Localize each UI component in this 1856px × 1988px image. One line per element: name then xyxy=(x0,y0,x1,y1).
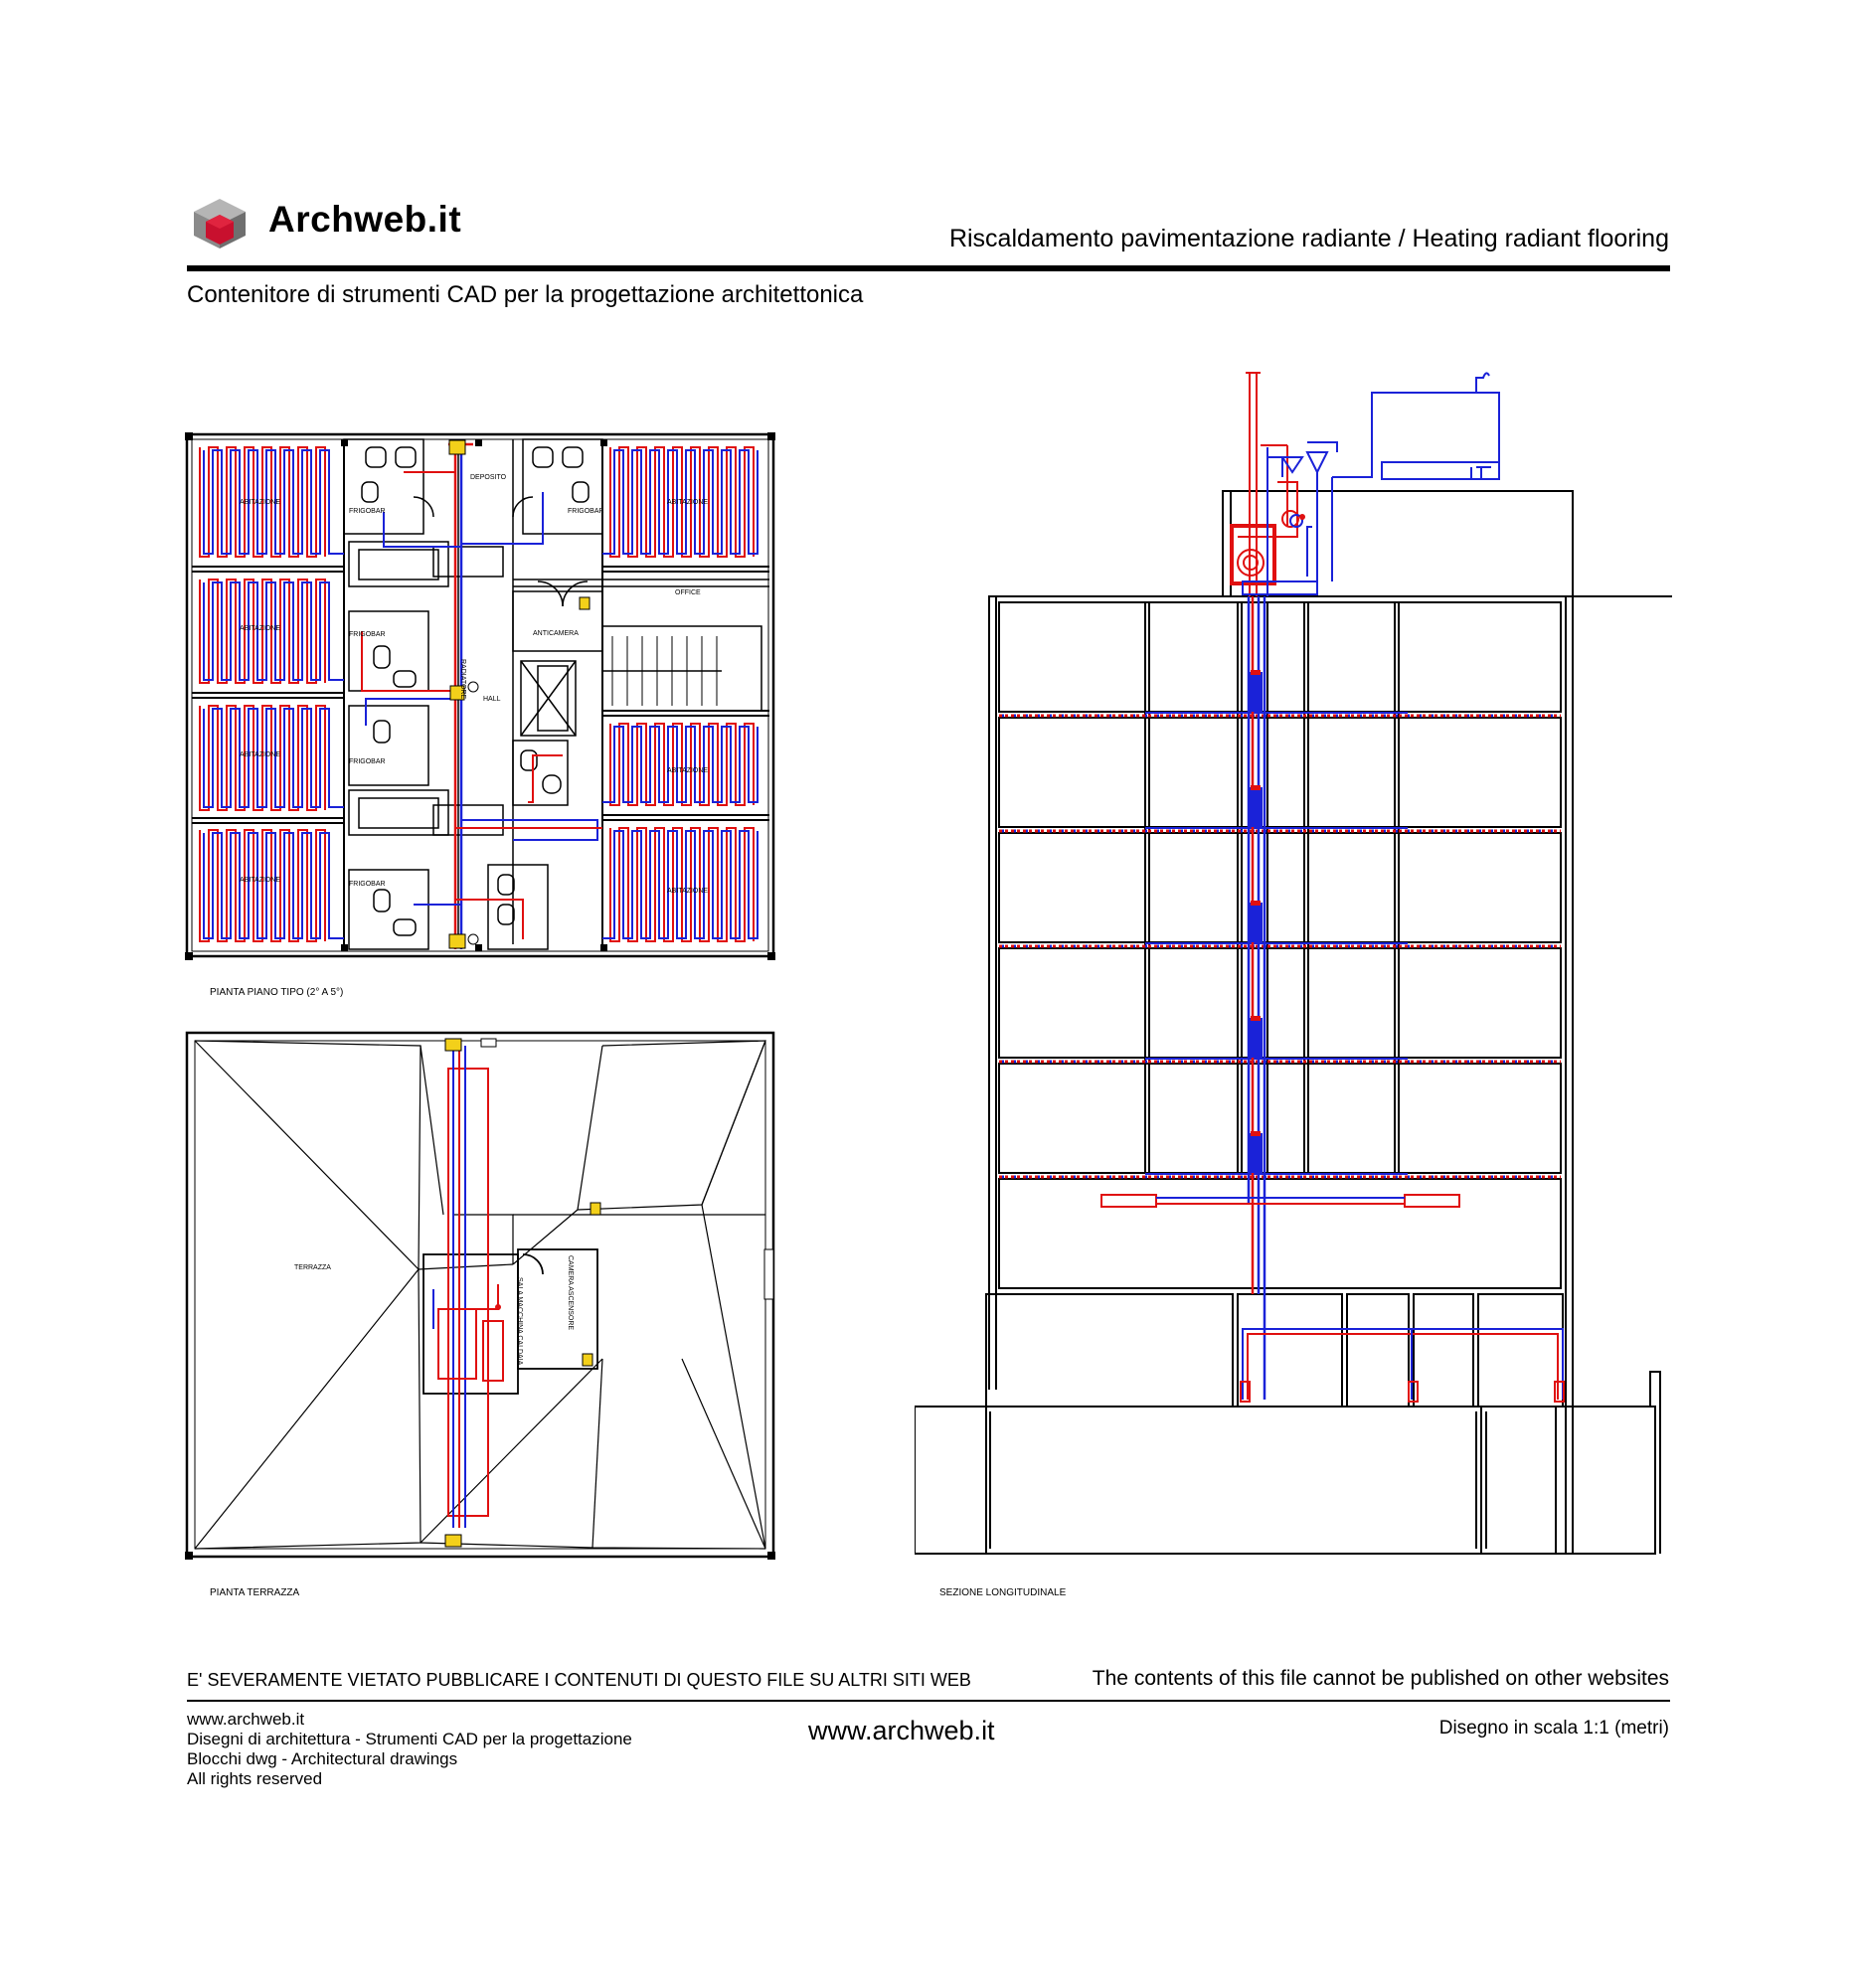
room-label-abitazione: ABITAZIONE xyxy=(667,888,709,895)
room-label-abitazione: ABITAZIONE xyxy=(240,625,281,632)
room-label-sala-macchina: SALA MACCHINA CALDAIA xyxy=(516,1277,523,1366)
room-label-abitazione: ABITAZIONE xyxy=(667,767,709,774)
room-label-anticamera: ANTICAMERA xyxy=(533,630,579,637)
footer-line-blocks: Blocchi dwg - Architectural drawings xyxy=(187,1749,458,1768)
room-label-radiatore: RADIATORE xyxy=(459,659,466,700)
footer-site[interactable]: www.archweb.it xyxy=(187,1710,305,1729)
terrace-plan xyxy=(185,1031,777,1564)
room-label-terrazza: TERRAZZA xyxy=(294,1264,331,1271)
caption-typical-floor: PIANTA PIANO TIPO (2° A 5°) xyxy=(210,987,344,998)
brand-name: Archweb.it xyxy=(268,199,462,240)
footer-line-drawings: Disegni di architettura - Strumenti CAD per la progettazione xyxy=(187,1730,632,1748)
room-label-frigobar: FRIGOBAR xyxy=(349,758,386,765)
room-label-deposito: DEPOSITO xyxy=(470,474,507,481)
room-label-frigobar: FRIGOBAR xyxy=(568,508,604,515)
room-label-office: OFFICE xyxy=(675,589,701,596)
site-url-link[interactable]: www.archweb.it xyxy=(808,1716,995,1745)
scale-note: Disegno in scala 1:1 (metri) xyxy=(1438,1718,1669,1739)
typical-floor-plan xyxy=(185,432,777,961)
room-label-abitazione: ABITAZIONE xyxy=(240,751,281,758)
room-label-abitazione: ABITAZIONE xyxy=(240,877,281,884)
caption-section: SEZIONE LONGITUDINALE xyxy=(939,1587,1067,1598)
room-label-abitazione: ABITAZIONE xyxy=(240,499,281,506)
longitudinal-section xyxy=(915,368,1672,1571)
archweb-logo-icon xyxy=(191,197,249,250)
room-label-frigobar: FRIGOBAR xyxy=(349,508,386,515)
footer-rule xyxy=(187,1700,1670,1702)
caption-terrace: PIANTA TERRAZZA xyxy=(210,1587,300,1598)
header-rule xyxy=(187,265,1670,271)
room-label-hall: HALL xyxy=(483,696,501,703)
warning-italian: E' SEVERAMENTE VIETATO PUBBLICARE I CONTENUTI DI QUESTO FILE SU ALTRI SITI WEB xyxy=(187,1670,971,1690)
warning-english: The contents of this file cannot be published on other websites xyxy=(1092,1667,1669,1690)
room-label-frigobar: FRIGOBAR xyxy=(349,631,386,638)
room-label-abitazione: ABITAZIONE xyxy=(667,499,709,506)
page-subtitle: Contenitore di strumenti CAD per la progettazione architettonica xyxy=(187,281,864,308)
page-title: Riscaldamento pavimentazione radiante / Heating radiant flooring xyxy=(948,225,1669,252)
room-label-camera-ascensore: CAMERA ASCENSORE xyxy=(567,1255,574,1331)
room-label-frigobar: FRIGOBAR xyxy=(349,881,386,888)
footer-rights: All rights reserved xyxy=(187,1769,323,1788)
